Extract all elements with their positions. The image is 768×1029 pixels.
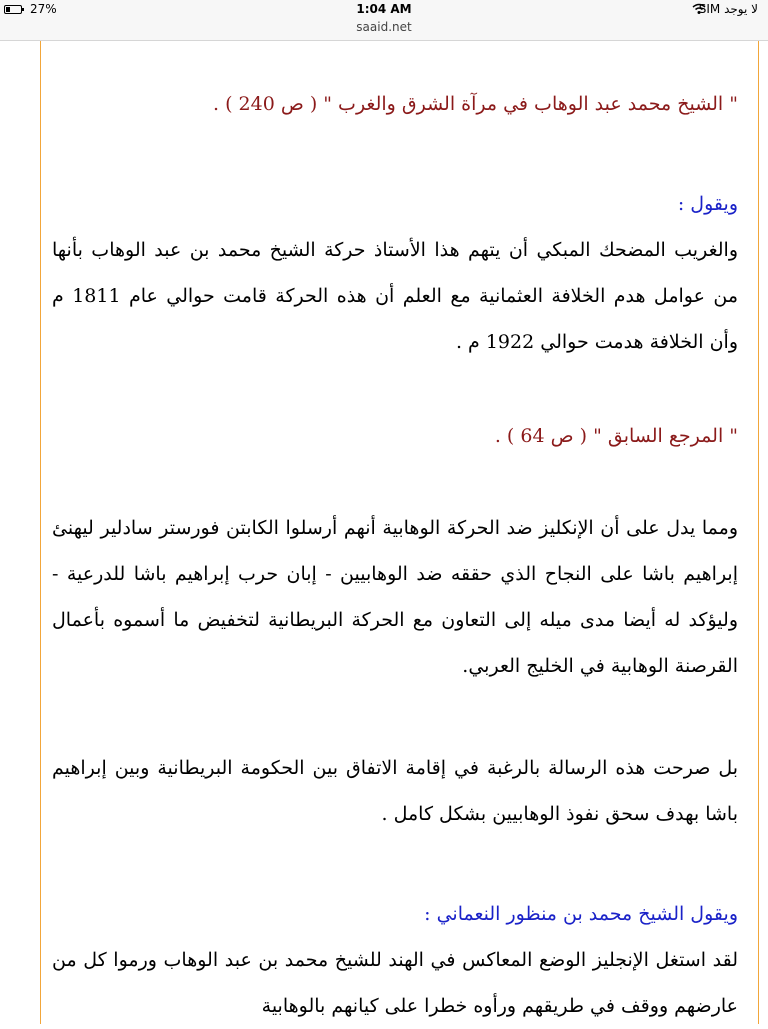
paragraph: بل صرحت هذه الرسالة بالرغبة في إقامة الاتفاق بين الحكومة البريطانية وبين إبراهيم باشا بهدف سحق نفوذ الوهابيين بشكل كامل . bbox=[52, 757, 738, 825]
url-text[interactable]: saaid.net bbox=[356, 20, 412, 34]
paragraph: لقد استغل الإنجليز الوضع المعاكس في الهند للشيخ محمد بن عبد الوهاب ورموا كل من عارضهم ووقف في طريقهم ورأوه خطرا على كيانهم بالوهابية bbox=[52, 949, 738, 1017]
status-bar bbox=[0, 0, 768, 20]
reference-citation: " المرجع السابق " ( ص 64 ) . bbox=[494, 425, 738, 447]
content-frame-left-border bbox=[40, 41, 41, 1024]
battery-percentage: 27% bbox=[30, 2, 57, 16]
reference-citation: " الشيخ محمد عبد الوهاب في مرآة الشرق والغرب " ( ص 240 ) . bbox=[212, 93, 738, 115]
section-heading: ويقول : bbox=[677, 193, 738, 215]
content-frame-right-border bbox=[758, 41, 759, 1024]
carrier-label: لا يوجد SIM bbox=[698, 2, 758, 16]
paragraph: ومما يدل على أن الإنكليز ضد الحركة الوهابية أنهم أرسلوا الكابتن فورستر سادلير ليهنئ إبراهيم باشا على النجاح الذي حققه ضد الوهابيين - إبان حرب إبراهيم باشا للدرعية - وليؤكد له أيضا مدى ميله إلى التعاون مع الحركة البريطانية لتخفيض ما أسموه بأعمال القرصنة الوهابية في الخليج العربي. bbox=[52, 517, 738, 677]
paragraph: والغريب المضحك المبكي أن يتهم هذا الأستاذ حركة الشيخ محمد بن عبد الوهاب بأنها من عوامل هدم الخلافة العثمانية مع العلم أن هذه الحركة قامت حوالي عام 1811 م وأن الخلافة هدمت حوالي 1922 م . bbox=[52, 239, 738, 353]
section-heading: ويقول الشيخ محمد بن منظور النعماني : bbox=[424, 903, 738, 925]
address-bar[interactable] bbox=[0, 20, 768, 41]
clock: 1:04 AM bbox=[356, 2, 412, 16]
